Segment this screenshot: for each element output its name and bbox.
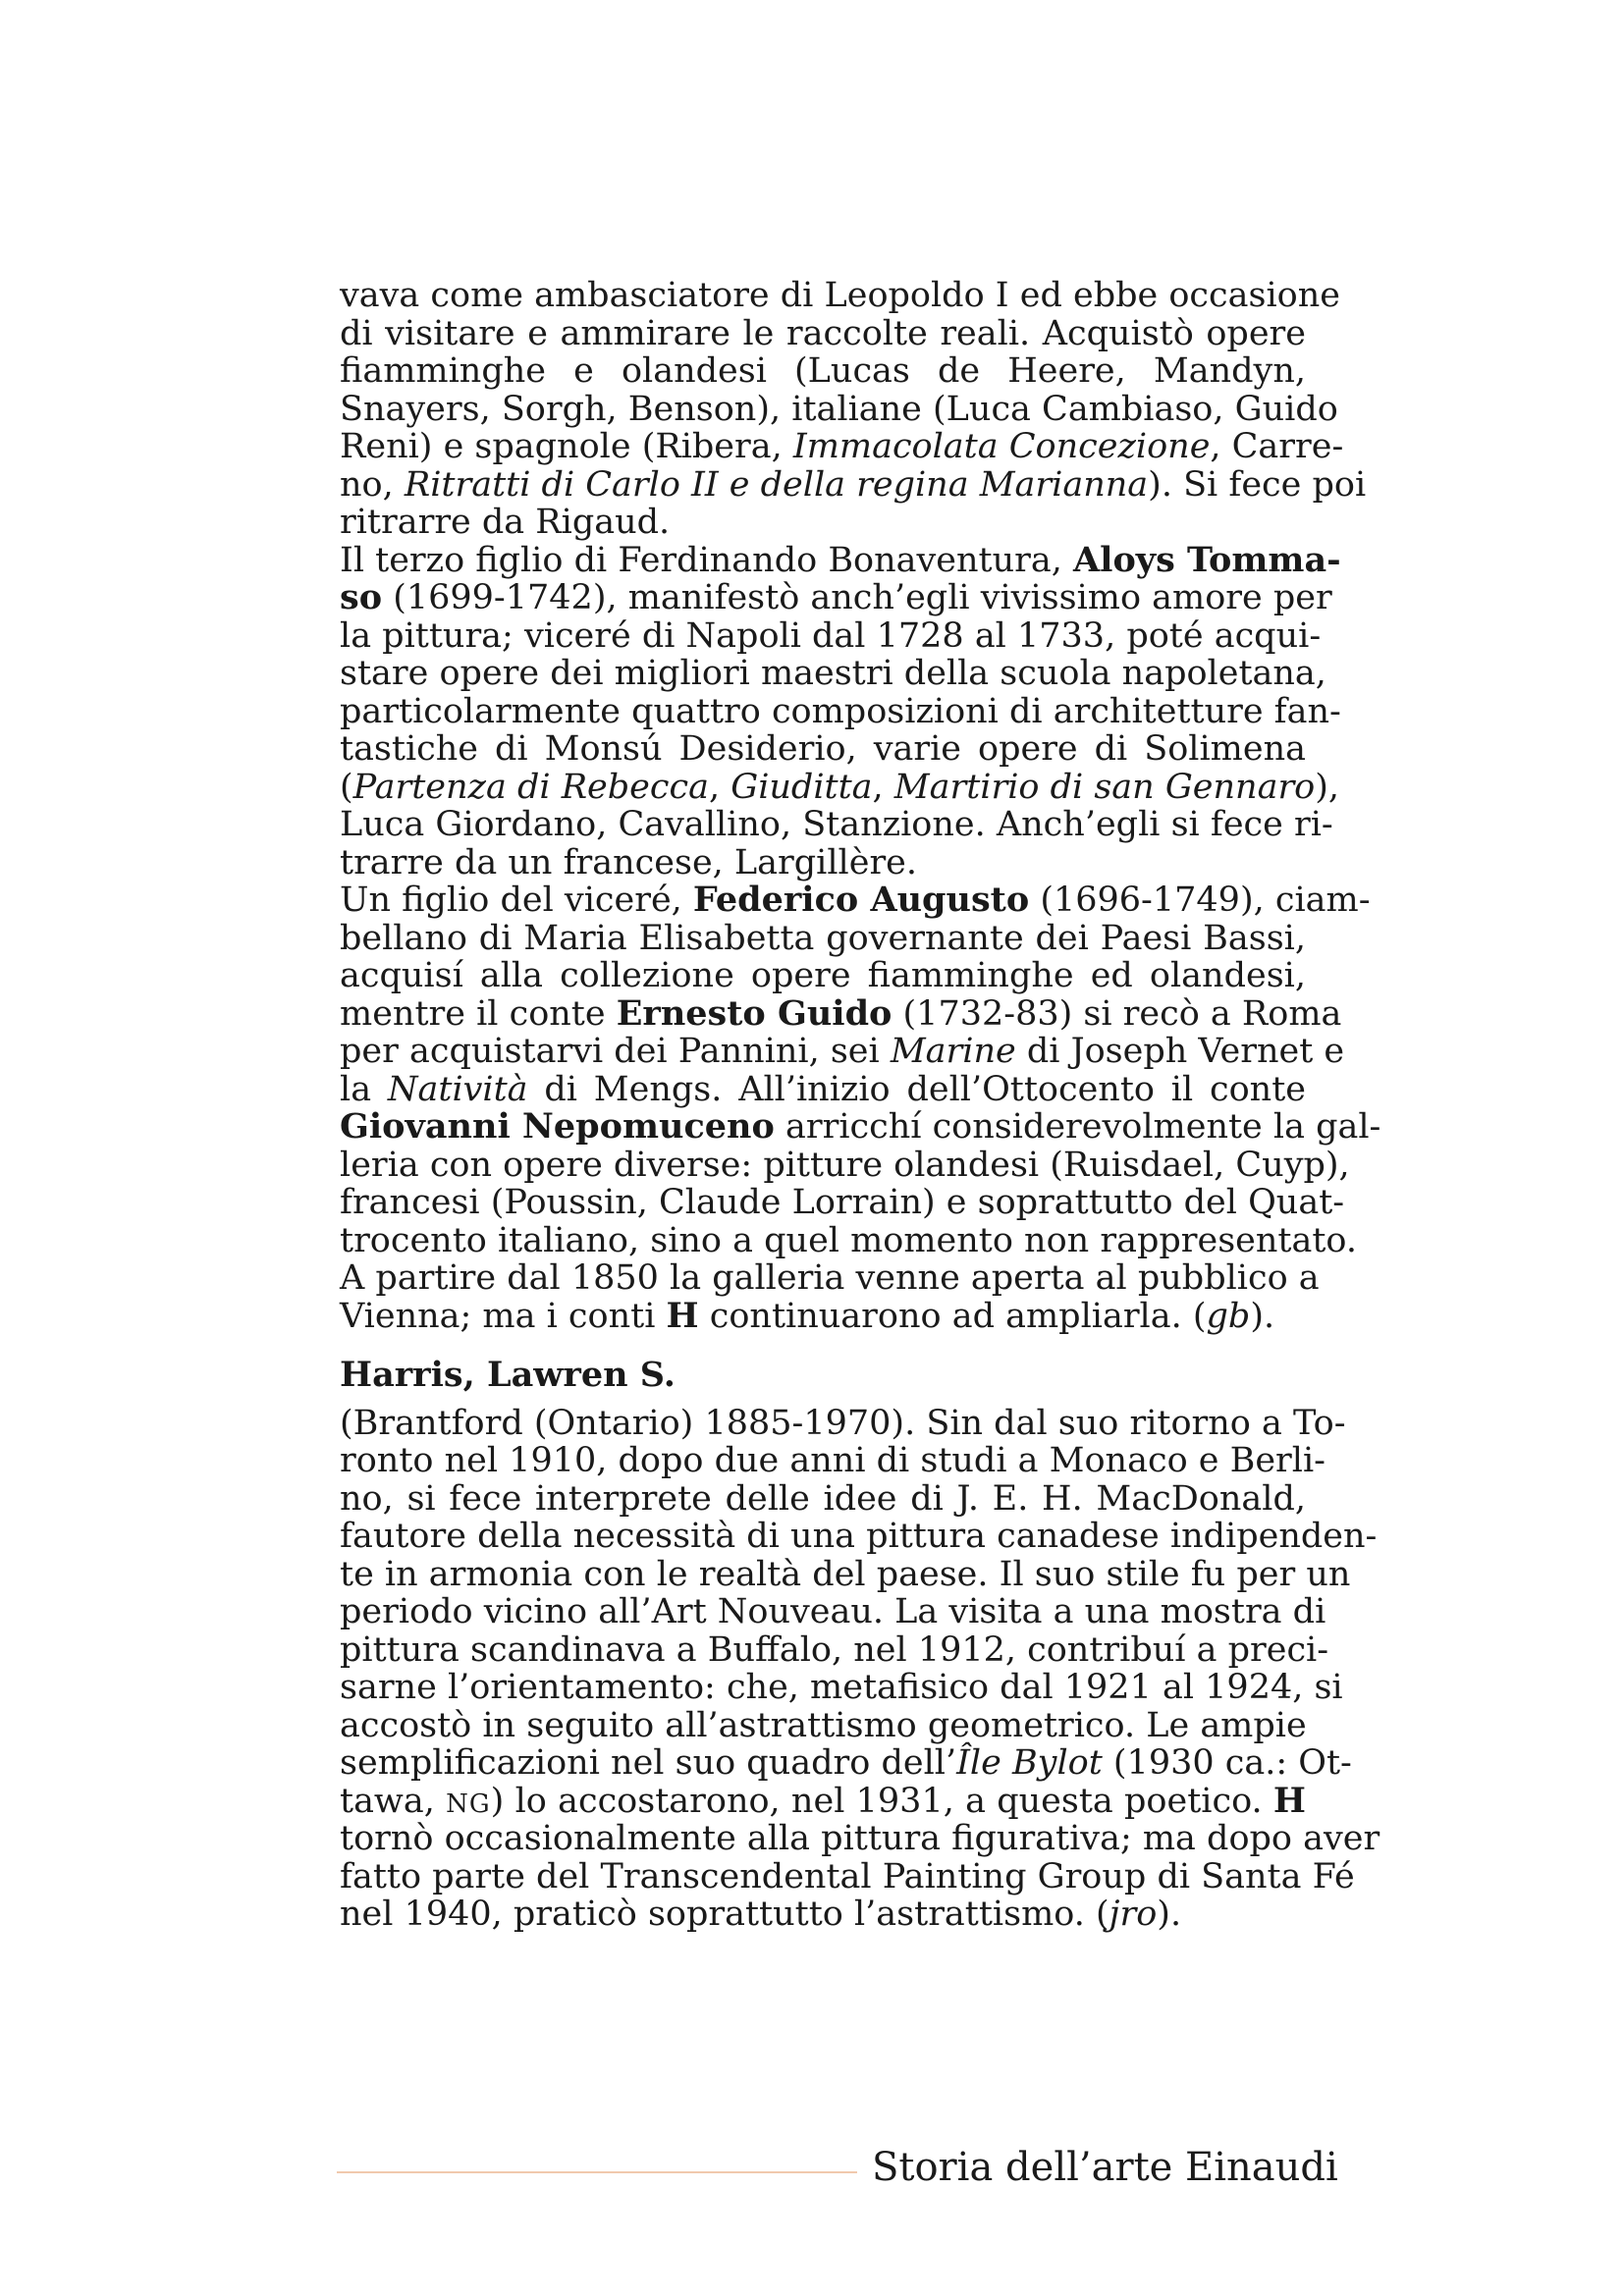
entry-body [340, 1403, 1380, 1934]
text-line: fautore della necessità di una pittura canadese indipenden- [340, 1517, 1378, 1556]
paragraph [340, 276, 1367, 542]
text-line: (Partenza di Rebecca, Giuditta, Martirio di san Gennaro), [340, 767, 1340, 807]
paragraph [340, 880, 1381, 1336]
text-line: francesi (Poussin, Claude Lorrain) e soprattutto del Quat- [340, 1183, 1345, 1222]
text-line: ritrarre da Rigaud. [340, 503, 671, 542]
text-line: tastiche di Monsú Desiderio, varie opere di Solimena [340, 729, 1306, 769]
text-line: di visitare e ammirare le raccolte reali. Acquistò opere [340, 313, 1306, 353]
text-line: no, Ritratti di Carlo II e della regina Marianna). Si fece poi [340, 464, 1367, 505]
bold-name: so [340, 577, 383, 617]
text-line: particolarmente quattro composizioni di architetture fan- [340, 691, 1341, 731]
small-caps-abbrev: NG [446, 1789, 491, 1819]
bold-name: H [666, 1295, 699, 1336]
text-line: mentre il conte Ernesto Guido (1732-83) si recò a Roma [340, 992, 1342, 1034]
bold-name: Federico Augusto [692, 880, 1030, 920]
bold-name: H [1272, 1780, 1306, 1821]
text-line: Luca Giordano, Cavallino, Stanzione. Anch’egli si fece ri- [340, 805, 1333, 844]
text-line: acquisí alla collezione opere fiamminghe ed olandesi, [340, 956, 1306, 995]
italic-title: gb [1206, 1296, 1251, 1336]
italic-title: Giuditta [730, 767, 873, 807]
text-line: periodo vicino all’Art Nouveau. La visita a una mostra di [340, 1592, 1326, 1631]
footer-title: Storia dell’arte Einaudi [872, 2145, 1338, 2190]
text-line: Reni) e spagnole (Ribera, Immacolata Concezione, Carre- [340, 427, 1344, 466]
italic-title: Partenza di Rebecca [352, 767, 709, 807]
text-line: pittura scandinava a Buffalo, nel 1912, contribuí a preci- [340, 1629, 1329, 1670]
text-line: accostò in seguito all’astrattismo geometrico. Le ampie [340, 1705, 1307, 1745]
text-line: Un figlio del viceré, Federico Augusto (1696-1749), ciam- [340, 880, 1371, 920]
text-line: la pittura; viceré di Napoli dal 1728 al 1733, poté acqui- [340, 615, 1322, 656]
text-line: so (1699-1742), manifestò anch’egli vivissimo amore per [340, 577, 1332, 617]
text-line: nel 1940, praticò soprattutto l’astrattismo. (jro). [340, 1895, 1182, 1934]
entry-heading: Harris, Lawren S. [340, 1355, 676, 1395]
bold-name: Giovanni Nepomuceno [340, 1106, 775, 1147]
text-line: Snayers, Sorgh, Benson), italiane (Luca Cambiaso, Guido [340, 389, 1338, 429]
text-line: fatto parte del Transcendental Painting Group di Santa Fé [340, 1856, 1355, 1896]
text-line: Giovanni Nepomuceno arricchí considerevolmente la gal- [340, 1106, 1381, 1147]
text-line: trarre da un francese, Largillère. [340, 842, 918, 882]
text-line: Il terzo figlio di Ferdinando Bonaventura, Aloys Tomma- [340, 539, 1341, 580]
bold-name: Ernesto Guido [616, 992, 893, 1034]
text-line: te in armonia con le realtà del paese. Il suo stile fu per un [340, 1554, 1351, 1594]
paragraph [340, 539, 1341, 882]
footer-rule [337, 2171, 857, 2173]
bold-name: Aloys Tomma- [1073, 539, 1341, 580]
text-line: vava come ambasciatore di Leopoldo I ed ebbe occasione [340, 276, 1340, 315]
italic-title: Île Bylot [956, 1743, 1103, 1783]
text-line: fiamminghe e olandesi (Lucas de Heere, Mandyn, [340, 351, 1306, 391]
text-line: sarne l’orientamento: che, metafisico dal 1921 al 1924, si [340, 1668, 1343, 1707]
text-line: la Natività di Mengs. All’inizio dell’Ottocento il conte [340, 1069, 1306, 1109]
text-line: semplificazioni nel suo quadro dell’Île Bylot (1930 ca.: Ot- [340, 1743, 1352, 1783]
text-column [340, 276, 1381, 1934]
text-line: trocento italiano, sino a quel momento non rappresentato. [340, 1220, 1357, 1260]
text-line: bellano di Maria Elisabetta governante dei Paesi Bassi, [340, 918, 1306, 958]
text-line: (Brantford (Ontario) 1885-1970). Sin dal suo ritorno a To- [340, 1403, 1346, 1443]
text-line: per acquistarvi dei Pannini, sei Marine di Joseph Vernet e [340, 1032, 1345, 1071]
italic-title: Ritratti di Carlo II e della regina Marianna [404, 464, 1149, 505]
text-line: tawa, NG) lo accostarono, nel 1931, a questa poetico. H [340, 1780, 1306, 1821]
body-paragraphs [340, 276, 1381, 1336]
italic-title: Marine [890, 1032, 1016, 1071]
italic-title: Martirio di san Gennaro [893, 767, 1316, 807]
text-line: A partire dal 1850 la galleria venne aperta al pubblico a [340, 1258, 1320, 1298]
text-line: Vienna; ma i conti H continuarono ad ampliarla. (gb). [340, 1295, 1275, 1336]
text-line: ronto nel 1910, dopo due anni di studi a Monaco e Berli- [340, 1441, 1325, 1480]
text-line: tornò occasionalmente alla pittura figurativa; ma dopo aver [340, 1819, 1380, 1858]
text-line: leria con opere diverse: pitture olandesi (Ruisdael, Cuyp), [340, 1145, 1350, 1185]
italic-title: Natività [387, 1069, 528, 1109]
text-line: no, si fece interprete delle idee di J. E. H. MacDonald, [340, 1478, 1306, 1519]
italic-title: jro [1109, 1895, 1158, 1934]
text-line: stare opere dei migliori maestri della scuola napoletana, [340, 654, 1326, 693]
italic-title: Immacolata Concezione [792, 427, 1211, 466]
